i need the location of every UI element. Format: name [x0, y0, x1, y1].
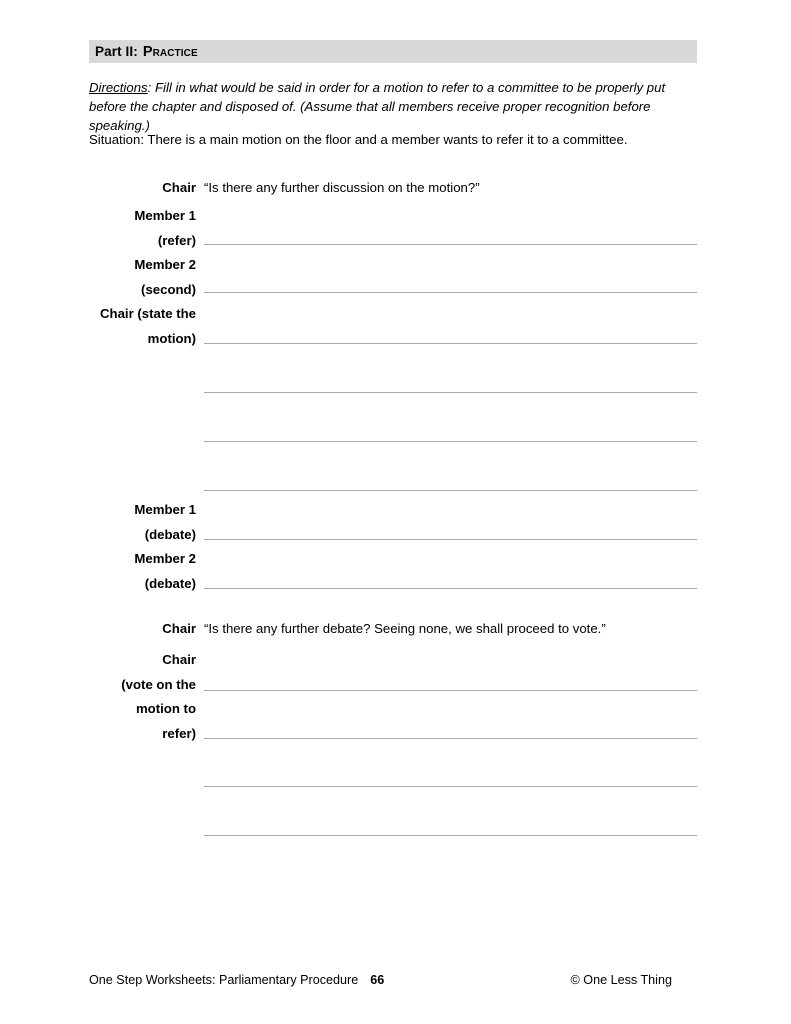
label-line: (second): [141, 281, 196, 297]
footer-left: [89, 973, 384, 987]
label-chair-vote-refer: [36, 648, 196, 746]
label-line: Chair: [162, 180, 196, 195]
label-line: Chair: [162, 652, 196, 667]
label-member-1-debate: [36, 498, 196, 547]
label-line: motion to: [135, 701, 196, 716]
directions-label: Directions: [89, 80, 148, 95]
label-line: Member 1: [134, 208, 196, 223]
part-label: Part II:: [95, 43, 138, 59]
label-line: Member 1: [134, 502, 196, 517]
page-footer: [89, 973, 697, 993]
answer-line[interactable]: [204, 490, 697, 491]
answer-line[interactable]: [204, 292, 697, 293]
label-line: Member 2: [134, 257, 196, 272]
label-member-2-debate: [36, 547, 196, 596]
situation-paragraph: Situation: There is a main motion on the floor and a member wants to refer it to a committee.: [89, 132, 628, 147]
answer-line[interactable]: [204, 539, 697, 540]
part-title: Practice: [142, 43, 198, 60]
label-chair-further-debate: [36, 617, 196, 642]
label-chair-state-motion: [36, 302, 196, 351]
label-chair-discussion: [36, 176, 196, 201]
answer-line[interactable]: [204, 786, 697, 787]
label-line: (debate): [144, 526, 196, 542]
directions-separator: :: [147, 80, 152, 95]
quote-chair-further-debate: “Is there any further debate? Seeing none, we shall proceed to vote.”: [204, 621, 606, 636]
label-line: refer): [162, 725, 196, 741]
answer-line[interactable]: [204, 835, 697, 836]
label-member-2-second: [36, 253, 196, 302]
quote-chair-discussion: “Is there any further discussion on the motion?”: [204, 180, 480, 195]
label-member-1-refer: [36, 204, 196, 253]
label-line: Chair (state the: [100, 306, 196, 321]
label-line: motion): [147, 330, 196, 346]
label-line: (debate): [144, 575, 196, 591]
answer-line[interactable]: [204, 392, 697, 393]
answer-line[interactable]: [204, 441, 697, 442]
footer-page-number: 66: [370, 973, 385, 987]
label-line: Member 2: [134, 551, 196, 566]
answer-line[interactable]: [204, 244, 697, 245]
label-line: (vote on the: [121, 676, 196, 692]
label-line: Chair: [162, 621, 196, 636]
answer-line[interactable]: [204, 738, 697, 739]
footer-copyright: © One Less Thing: [570, 973, 672, 987]
footer-title: One Step Worksheets: Parliamentary Procedure: [89, 973, 359, 987]
label-line: (refer): [157, 232, 196, 248]
directions-text: Fill in what would be said in order for a motion to refer to a committee to be properly put before the chapter and disposed of. (Assume that all members receive proper recognition before speaking.): [89, 80, 666, 133]
answer-line[interactable]: [204, 343, 697, 344]
answer-line[interactable]: [204, 690, 697, 691]
answer-line[interactable]: [204, 588, 697, 589]
